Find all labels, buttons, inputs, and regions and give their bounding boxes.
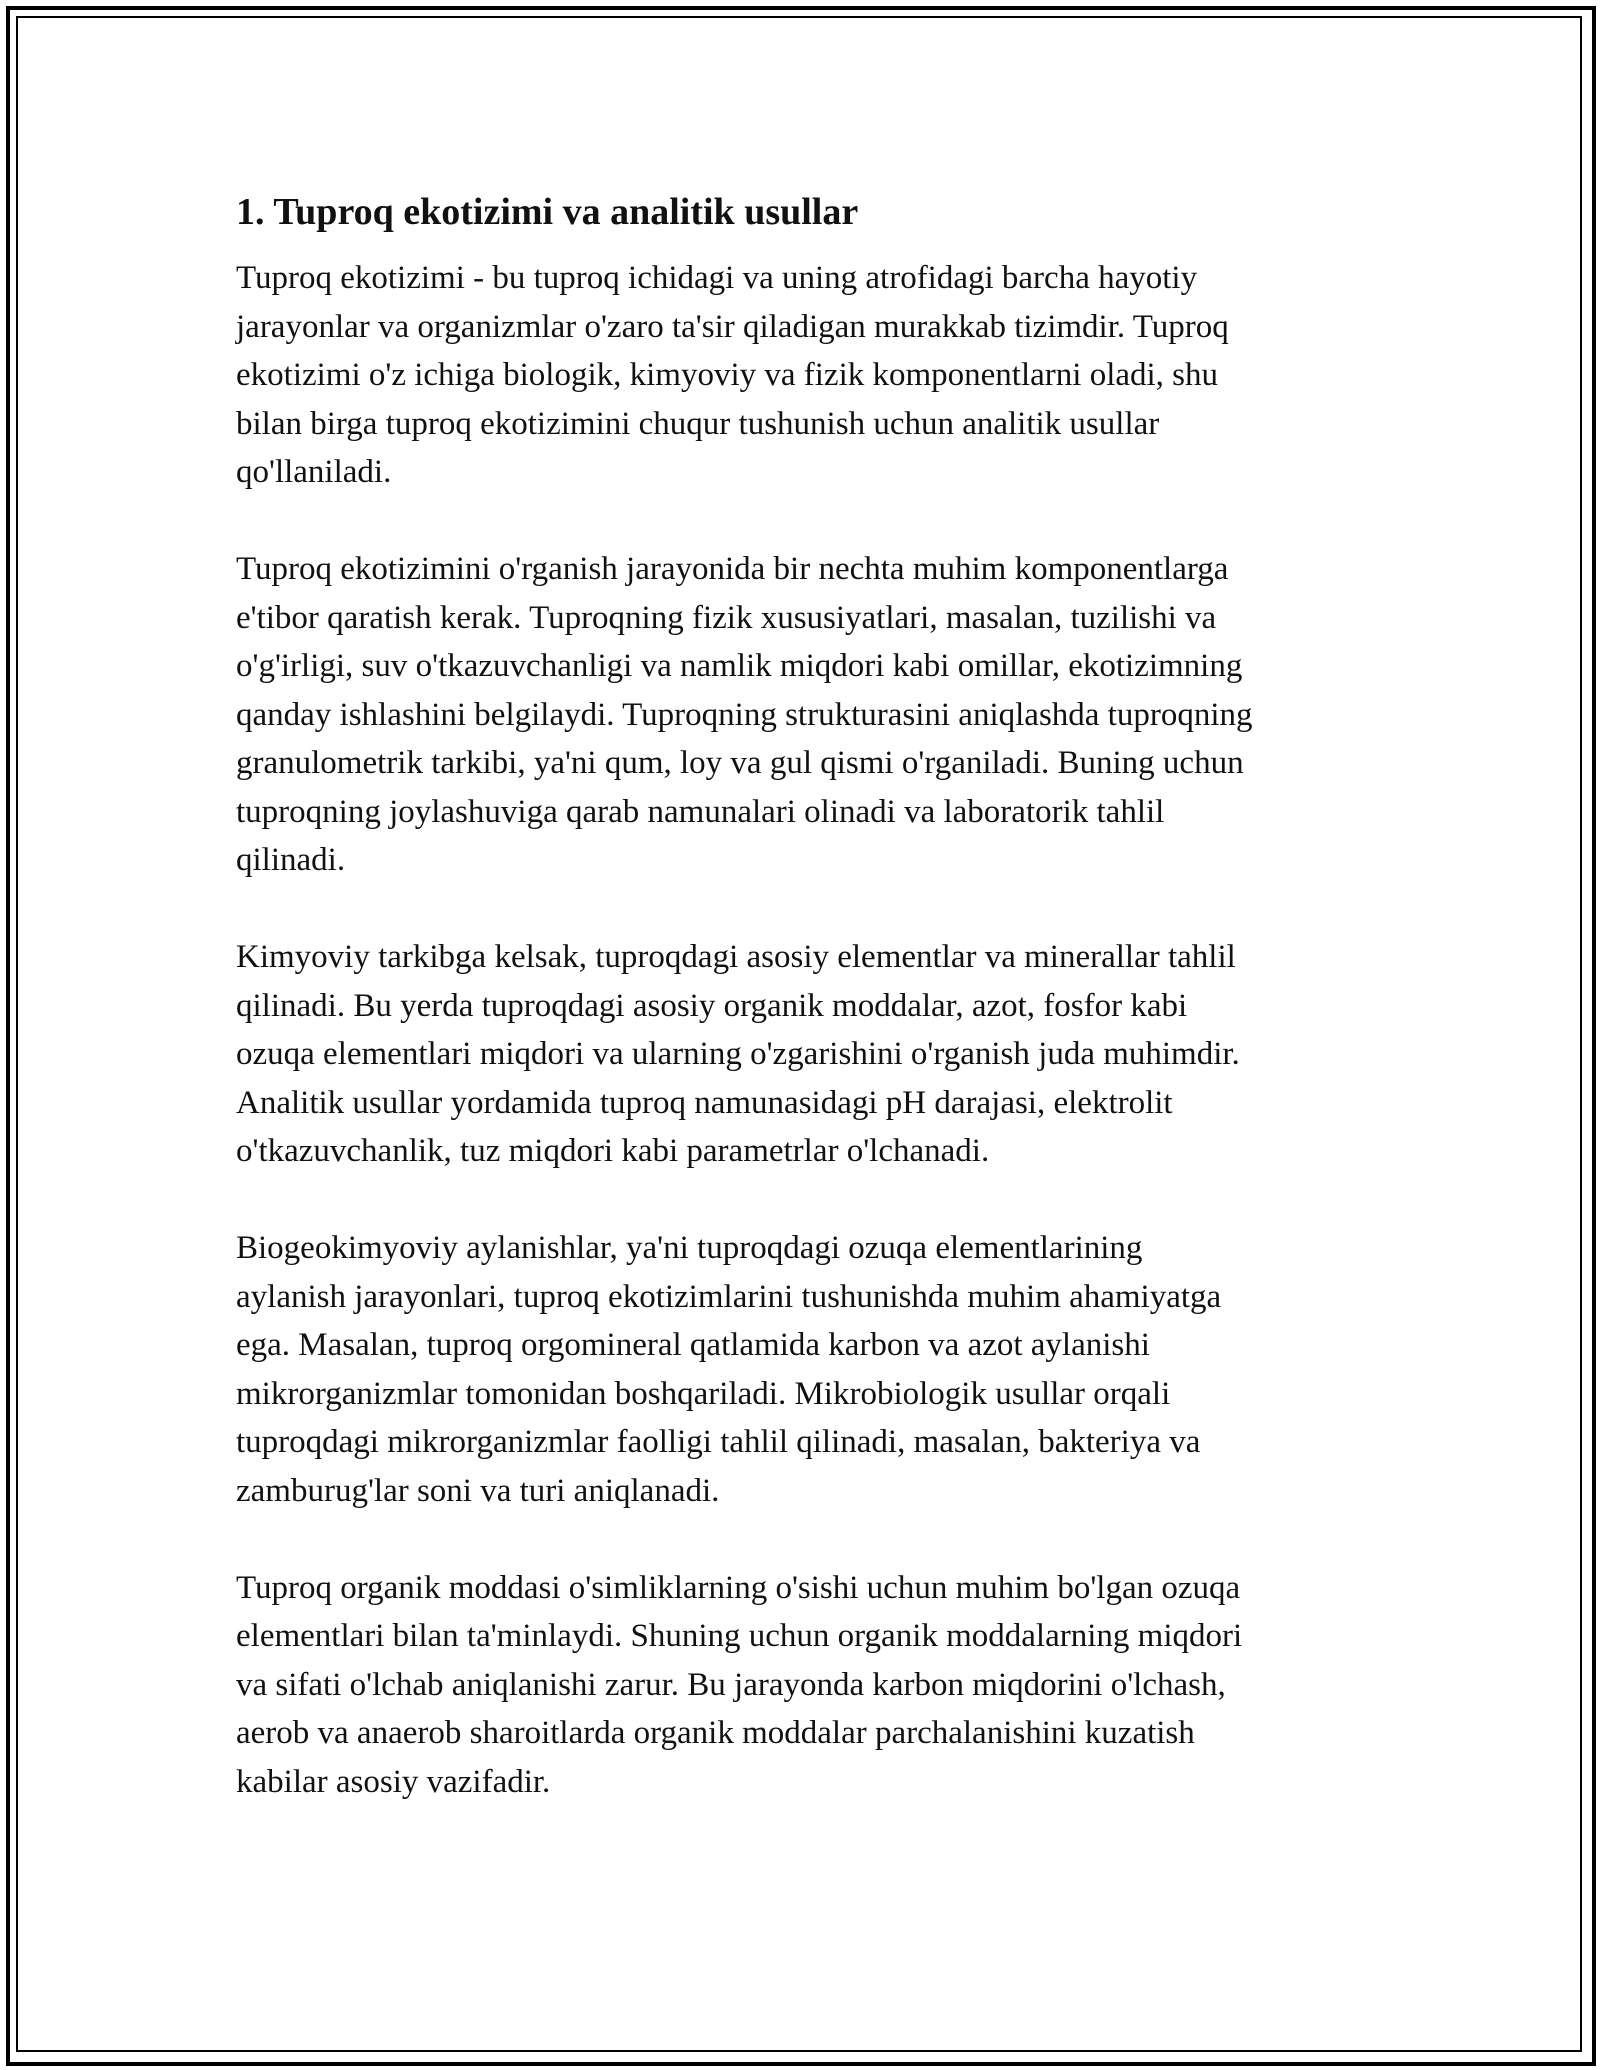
section-title: 1. Tuproq ekotizimi va analitik usullar	[236, 191, 859, 233]
paragraph-physical-properties: Tuproq ekotizimini o'rganish jarayonida bir nechta muhim komponentlarga e'tibor qaratish kerak. Tuproqning fizik xususiyatlari, masalan, tuzilishi va o'g'irligi, suv o'tkazuvchanligi va namlik miqdori kabi omillar, ekotizimning qanday ishlashini belgilaydi. Tuproqning strukturasini aniqlashda tuproqning granulometrik tarkibi, ya'ni qum, loy va gul qismi o'rganiladi. Buning uchun tuproqning joylashuviga qarab namunalari olinadi va laboratorik tahlil qilinadi.	[236, 551, 1253, 878]
paragraph-biogeochemical-cycles: Biogeokimyoviy aylanishlar, ya'ni tuproqdagi ozuqa elementlarining aylanish jarayonlari, tuproq ekotizimlarini tushunishda muhim ahamiyatga ega. Masalan, tuproq orgomineral qatlamida karbon va azot aylanishi mikrorganizmlar tomonidan boshqariladi. Mikrobiologik usullar orqali tuproqdagi mikrorganizmlar faolligi tahlil qilinadi, masalan, bakteriya va zamburug'lar soni va turi aniqlanadi.	[236, 1230, 1222, 1509]
paragraph-chemical-composition: Kimyoviy tarkibga kelsak, tuproqdagi asosiy elementlar va minerallar tahlil qilinadi. Bu yerda tuproqdagi asosiy organik moddalar, azot, fosfor kabi ozuqa elementlari miqdori va ularning o'zgarishini o'rganish juda muhimdir. Analitik usullar yordamida tuproq namunasidagi pH darajasi, elektrolit o'tkazuvchanlik, tuz miqdori kabi parametrlar o'lchanadi.	[236, 939, 1240, 1169]
paragraph-soil-ecosystem-definition: Tuproq ekotizimi - bu tuproq ichidagi va uning atrofidagi barcha hayotiy jarayonlar va organizmlar o'zaro ta'sir qiladigan murakkab tizimdir. Tuproq ekotizimi o'z ichiga biologik, kimyoviy va fizik komponentlarni oladi, shu bilan birga tuproq ekotizimini chuqur tushunish uchun analitik usullar qo'llaniladi.	[236, 260, 1229, 490]
document-body	[236, 186, 1386, 1855]
paragraph-organic-matter: Tuproq organik moddasi o'simliklarning o'sishi uchun muhim bo'lgan ozuqa elementlari bilan ta'minlaydi. Shuning uchun organik moddalarning miqdori va sifati o'lchab aniqlanishi zarur. Bu jarayonda karbon miqdorini o'lchash, aerob va anaerob sharoitlarda organik moddalar parchalanishini kuzatish kabilar asosiy vazifadir.	[236, 1569, 1243, 1800]
